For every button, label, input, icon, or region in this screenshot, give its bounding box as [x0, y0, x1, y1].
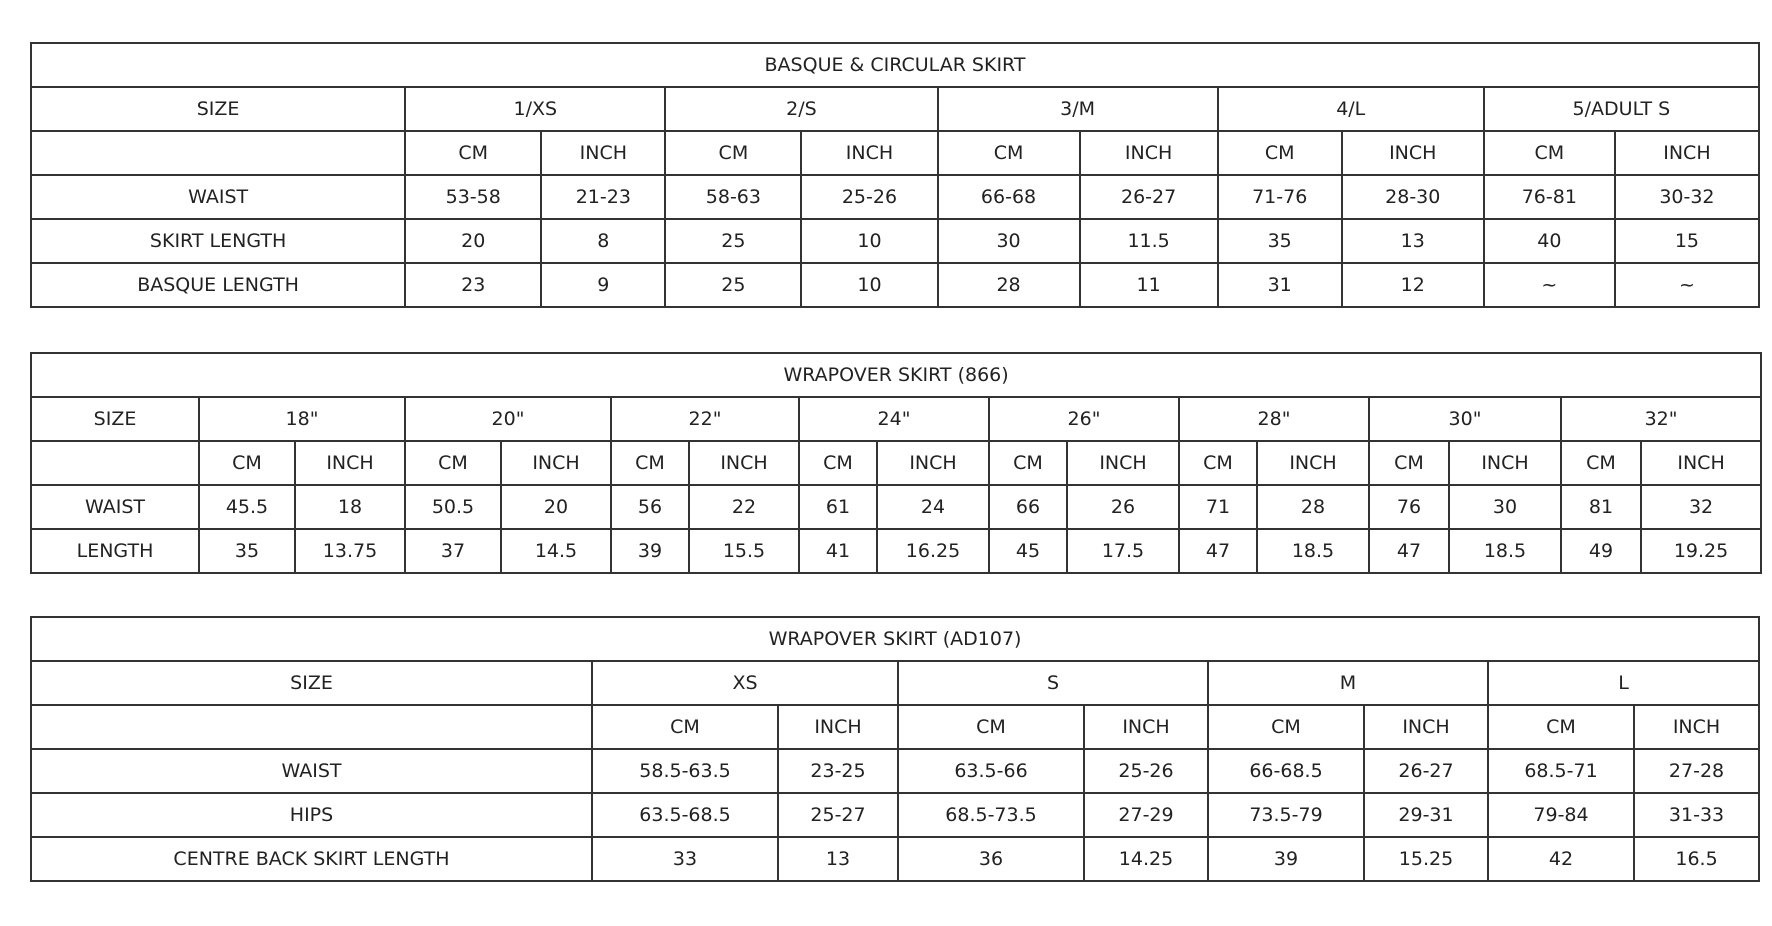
measurement-cell: 26	[1067, 485, 1179, 529]
unit-cm-cell: CM	[592, 705, 778, 749]
unit-inch-cell: INCH	[1257, 441, 1369, 485]
measurement-cell: 45.5	[199, 485, 295, 529]
measurement-cell: 68.5-71	[1488, 749, 1634, 793]
size-header-cell: 22"	[611, 397, 799, 441]
unit-cm-cell: CM	[199, 441, 295, 485]
measurement-cell: 25-26	[801, 175, 937, 219]
unit-inch-cell: INCH	[1080, 131, 1218, 175]
size-header-label: SIZE	[31, 87, 405, 131]
size-header-cell: 3/M	[938, 87, 1218, 131]
unit-cm-cell: CM	[1208, 705, 1364, 749]
table-row	[31, 793, 1759, 837]
size-header-cell: 2/S	[665, 87, 937, 131]
measurement-cell: 10	[801, 219, 937, 263]
measurement-cell: 25	[665, 263, 801, 307]
measurement-cell: 17.5	[1067, 529, 1179, 573]
row-label: BASQUE LENGTH	[31, 263, 405, 307]
size-header-cell: 1/XS	[405, 87, 665, 131]
measurement-cell: 40	[1484, 219, 1615, 263]
measurement-cell: 31	[1218, 263, 1342, 307]
measurement-cell: 12	[1342, 263, 1484, 307]
size-header-cell: 30"	[1369, 397, 1561, 441]
measurement-cell: 9	[541, 263, 665, 307]
table-title-row	[31, 617, 1759, 661]
unit-inch-cell: INCH	[501, 441, 611, 485]
basque-circular-skirt-table	[30, 42, 1760, 308]
measurement-cell: 13.75	[295, 529, 405, 573]
table-row	[31, 529, 1761, 573]
row-label: WAIST	[31, 175, 405, 219]
measurement-cell: 63.5-68.5	[592, 793, 778, 837]
measurement-cell: 28	[938, 263, 1080, 307]
unit-cm-cell: CM	[989, 441, 1067, 485]
size-header-cell: 4/L	[1218, 87, 1484, 131]
wrapover-skirt-866-table	[30, 352, 1762, 574]
size-header-cell: 5/ADULT S	[1484, 87, 1759, 131]
measurement-cell: 35	[199, 529, 295, 573]
size-header-cell: XS	[592, 661, 898, 705]
table-row	[31, 749, 1759, 793]
unit-inch-cell: INCH	[778, 705, 898, 749]
size-header-row	[31, 87, 1759, 131]
unit-cm-cell: CM	[1218, 131, 1342, 175]
measurement-cell: 15	[1615, 219, 1759, 263]
size-header-label: SIZE	[31, 661, 592, 705]
unit-cm-cell: CM	[665, 131, 801, 175]
measurement-cell: 10	[801, 263, 937, 307]
measurement-cell: 15.25	[1364, 837, 1488, 881]
unit-inch-cell: INCH	[1634, 705, 1759, 749]
size-header-cell: M	[1208, 661, 1488, 705]
measurement-cell: 39	[1208, 837, 1364, 881]
unit-header-blank	[31, 441, 199, 485]
measurement-cell: 56	[611, 485, 689, 529]
measurement-cell: 53-58	[405, 175, 541, 219]
measurement-cell: 36	[898, 837, 1084, 881]
table-title-row	[31, 43, 1759, 87]
size-header-row	[31, 661, 1759, 705]
measurement-cell: 27-29	[1084, 793, 1208, 837]
measurement-cell: 30-32	[1615, 175, 1759, 219]
size-header-cell: 28"	[1179, 397, 1369, 441]
measurement-cell: 45	[989, 529, 1067, 573]
row-label: SKIRT LENGTH	[31, 219, 405, 263]
unit-cm-cell: CM	[799, 441, 877, 485]
row-label: CENTRE BACK SKIRT LENGTH	[31, 837, 592, 881]
measurement-cell: 71	[1179, 485, 1257, 529]
row-label: HIPS	[31, 793, 592, 837]
row-label: LENGTH	[31, 529, 199, 573]
size-header-cell: 18"	[199, 397, 405, 441]
measurement-cell: 68.5-73.5	[898, 793, 1084, 837]
measurement-cell: 23	[405, 263, 541, 307]
measurement-cell: 32	[1641, 485, 1761, 529]
measurement-cell: 29-31	[1364, 793, 1488, 837]
table-row	[31, 837, 1759, 881]
measurement-cell: 47	[1369, 529, 1449, 573]
measurement-cell: 28	[1257, 485, 1369, 529]
table-row	[31, 485, 1761, 529]
unit-inch-cell: INCH	[1641, 441, 1761, 485]
measurement-cell: 41	[799, 529, 877, 573]
unit-cm-cell: CM	[1484, 131, 1615, 175]
size-header-cell: 24"	[799, 397, 989, 441]
table-row	[31, 175, 1759, 219]
measurement-cell: 37	[405, 529, 501, 573]
measurement-cell: 58.5-63.5	[592, 749, 778, 793]
unit-inch-cell: INCH	[801, 131, 937, 175]
measurement-cell: 21-23	[541, 175, 665, 219]
measurement-cell: 26-27	[1364, 749, 1488, 793]
unit-header-row	[31, 131, 1759, 175]
table-title: BASQUE & CIRCULAR SKIRT	[31, 43, 1759, 87]
measurement-cell: 30	[1449, 485, 1561, 529]
measurement-cell: 63.5-66	[898, 749, 1084, 793]
unit-inch-cell: INCH	[541, 131, 665, 175]
measurement-cell: 18.5	[1257, 529, 1369, 573]
size-header-row	[31, 397, 1761, 441]
measurement-cell: 61	[799, 485, 877, 529]
table-title: WRAPOVER SKIRT (AD107)	[31, 617, 1759, 661]
measurement-cell: 22	[689, 485, 799, 529]
row-label: WAIST	[31, 749, 592, 793]
unit-inch-cell: INCH	[1364, 705, 1488, 749]
measurement-cell: 19.25	[1641, 529, 1761, 573]
measurement-cell: 42	[1488, 837, 1634, 881]
unit-cm-cell: CM	[1369, 441, 1449, 485]
unit-header-row	[31, 705, 1759, 749]
unit-cm-cell: CM	[405, 131, 541, 175]
unit-cm-cell: CM	[1561, 441, 1641, 485]
unit-inch-cell: INCH	[689, 441, 799, 485]
unit-header-blank	[31, 131, 405, 175]
size-header-cell: S	[898, 661, 1208, 705]
measurement-cell: 16.25	[877, 529, 989, 573]
table-title: WRAPOVER SKIRT (866)	[31, 353, 1761, 397]
measurement-cell: 16.5	[1634, 837, 1759, 881]
size-header-label: SIZE	[31, 397, 199, 441]
unit-inch-cell: INCH	[1067, 441, 1179, 485]
measurement-cell: 66-68	[938, 175, 1080, 219]
measurement-cell: 79-84	[1488, 793, 1634, 837]
unit-cm-cell: CM	[1179, 441, 1257, 485]
measurement-cell: 14.5	[501, 529, 611, 573]
table-row	[31, 263, 1759, 307]
measurement-cell: 76-81	[1484, 175, 1615, 219]
measurement-cell: 66	[989, 485, 1067, 529]
unit-header-blank	[31, 705, 592, 749]
unit-inch-cell: INCH	[1449, 441, 1561, 485]
table-row	[31, 219, 1759, 263]
unit-header-row	[31, 441, 1761, 485]
wrapover-skirt-ad107-table	[30, 616, 1760, 882]
measurement-cell: 25-27	[778, 793, 898, 837]
measurement-cell: 73.5-79	[1208, 793, 1364, 837]
measurement-cell: 11.5	[1080, 219, 1218, 263]
size-header-cell: 32"	[1561, 397, 1761, 441]
measurement-cell: 15.5	[689, 529, 799, 573]
measurement-cell: ~	[1615, 263, 1759, 307]
measurement-cell: 13	[778, 837, 898, 881]
unit-cm-cell: CM	[898, 705, 1084, 749]
measurement-cell: 18	[295, 485, 405, 529]
measurement-cell: 20	[501, 485, 611, 529]
measurement-cell: 11	[1080, 263, 1218, 307]
unit-cm-cell: CM	[938, 131, 1080, 175]
size-header-cell: 26"	[989, 397, 1179, 441]
unit-inch-cell: INCH	[295, 441, 405, 485]
unit-cm-cell: CM	[611, 441, 689, 485]
measurement-cell: 33	[592, 837, 778, 881]
measurement-cell: 30	[938, 219, 1080, 263]
measurement-cell: 49	[1561, 529, 1641, 573]
unit-inch-cell: INCH	[1615, 131, 1759, 175]
measurement-cell: 71-76	[1218, 175, 1342, 219]
measurement-cell: 25	[665, 219, 801, 263]
measurement-cell: 27-28	[1634, 749, 1759, 793]
unit-cm-cell: CM	[405, 441, 501, 485]
measurement-cell: 76	[1369, 485, 1449, 529]
unit-inch-cell: INCH	[1342, 131, 1484, 175]
measurement-cell: 66-68.5	[1208, 749, 1364, 793]
measurement-cell: 28-30	[1342, 175, 1484, 219]
measurement-cell: 25-26	[1084, 749, 1208, 793]
measurement-cell: 8	[541, 219, 665, 263]
unit-inch-cell: INCH	[877, 441, 989, 485]
row-label: WAIST	[31, 485, 199, 529]
measurement-cell: 24	[877, 485, 989, 529]
measurement-cell: 35	[1218, 219, 1342, 263]
measurement-cell: 47	[1179, 529, 1257, 573]
measurement-cell: 23-25	[778, 749, 898, 793]
measurement-cell: 14.25	[1084, 837, 1208, 881]
measurement-cell: 58-63	[665, 175, 801, 219]
measurement-cell: 26-27	[1080, 175, 1218, 219]
size-header-cell: L	[1488, 661, 1759, 705]
table-title-row	[31, 353, 1761, 397]
measurement-cell: 31-33	[1634, 793, 1759, 837]
measurement-cell: 81	[1561, 485, 1641, 529]
measurement-cell: 13	[1342, 219, 1484, 263]
unit-inch-cell: INCH	[1084, 705, 1208, 749]
measurement-cell: 20	[405, 219, 541, 263]
measurement-cell: 50.5	[405, 485, 501, 529]
measurement-cell: 18.5	[1449, 529, 1561, 573]
measurement-cell: ~	[1484, 263, 1615, 307]
unit-cm-cell: CM	[1488, 705, 1634, 749]
size-header-cell: 20"	[405, 397, 611, 441]
measurement-cell: 39	[611, 529, 689, 573]
